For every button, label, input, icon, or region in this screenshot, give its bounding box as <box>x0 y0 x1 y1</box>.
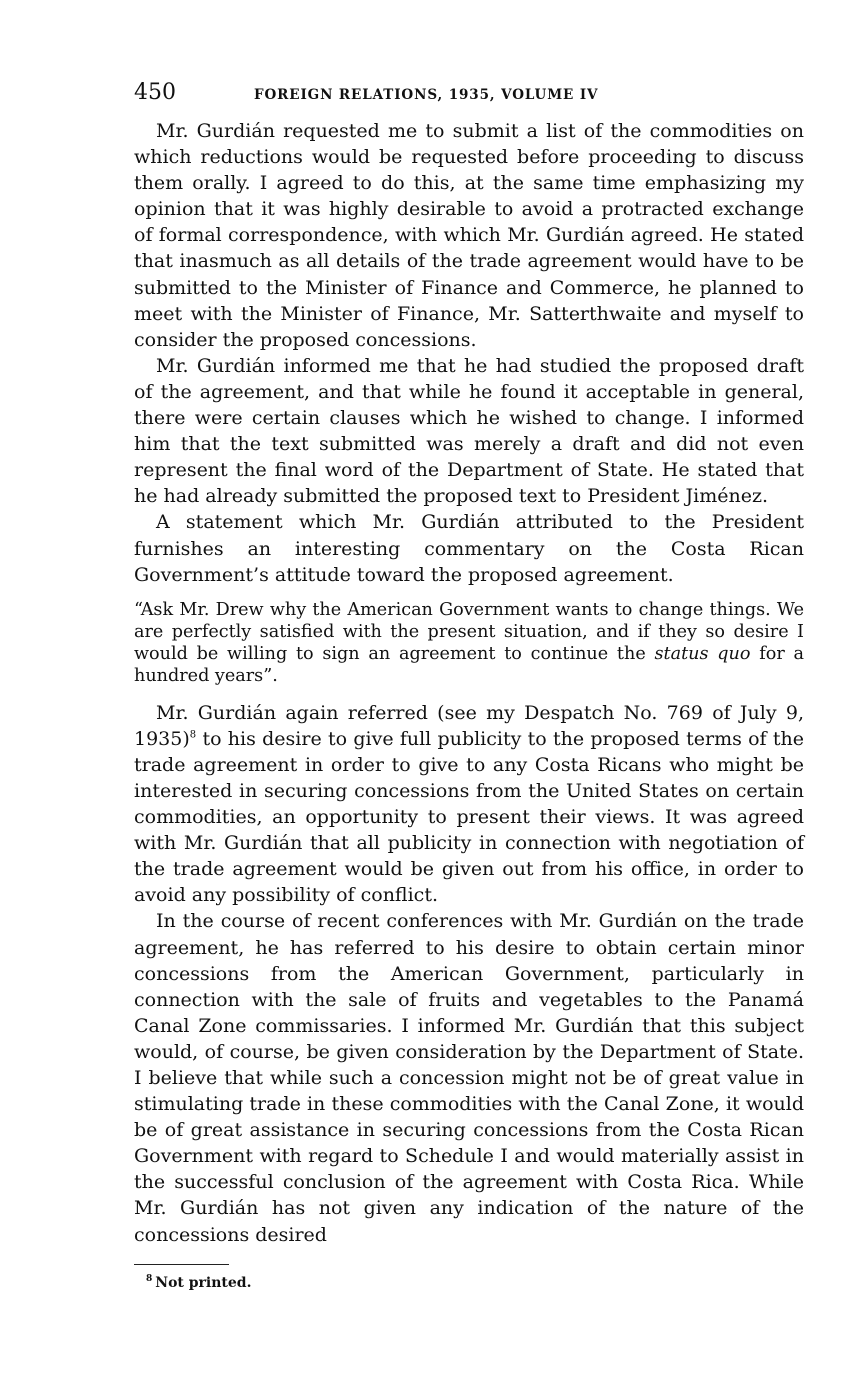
quote-text-after: for a hundred years”. <box>134 643 805 686</box>
footnote-text: Not printed. <box>155 1274 252 1291</box>
paragraph-2: Mr. Gurdián informed me that he had studied the proposed draft of the agreement, and that while he found it acceptable in general, there were certain clauses which he wished to change. I informed him that the text submitted was merely a draft and did not even represent the final word of the Department of State. He stated that he had already submitted the proposed text to President Jiménez. <box>134 354 804 508</box>
footnote <box>146 1275 804 1291</box>
block-quote <box>134 599 804 687</box>
paragraph-3: A statement which Mr. Gurdián attributed to the President furnishes an interesting commentary on the Costa Rican Government’s attitude toward the proposed agreement. <box>134 511 804 586</box>
running-title: FOREIGN RELATIONS, 1935, VOLUME IV <box>254 87 599 103</box>
paragraph-5: In the course of recent conferences with Mr. Gurdián on the trade agreement, he has referred to his desire to obtain certain minor concessions from the American Government, particularly in connection with the sale of fruits and vegetables to the Panamá Canal Zone commissaries. I informed Mr. Gurdián that this subject would, of course, be given consideration by the Department of State. I believe that while such a concession might not be of great value in stimulating trade in these commodities with the Canal Zone, it would be of great assistance in securing concessions from the Costa Rican Government with regard to Schedule I and would materially assist in the successful conclusion of the agreement with Costa Rica. While Mr. Gurdián has not given any indication of the nature of the concessions desired <box>134 910 804 1246</box>
document-page <box>134 80 804 1291</box>
page-number: 450 <box>134 80 176 105</box>
footnote-divider <box>134 1264 229 1265</box>
quote-text-before: “Ask Mr. Drew why the American Government wants to change things. We are perfectly satisfied with the present situation, and if they so desire I would be willing to sign an agreement to continue the <box>134 599 804 664</box>
running-header <box>134 80 804 114</box>
paragraph-4 <box>134 700 804 909</box>
paragraph-4-text-before: Mr. Gurdián again referred (see my Despatch No. 769 of July 9, 1935) <box>134 701 804 750</box>
paragraph-4-text-after: to his desire to give full publicity to the proposed terms of the trade agreement in order to give to any Costa Ricans who might be interested in securing concessions from the United States on certain commodities, an opportunity to present their views. It was agreed with Mr. Gurdián that all publicity in connection with negotiation of the trade agreement would be given out from his office, in order to avoid any possibility of conflict. <box>134 727 804 907</box>
footnote-mark: 8 <box>146 1274 153 1284</box>
footnote-reference: 8 <box>189 729 197 741</box>
quote-italic-phrase: status quo <box>654 643 751 664</box>
paragraph-1: Mr. Gurdián requested me to submit a list of the commodities on which reductions would be requested before proceeding to discuss them orally. I agreed to do this, at the same time emphasizing my opinion that it was highly desirable to avoid a protracted exchange of formal correspondence, with which Mr. Gurdián agreed. He stated that inasmuch as all details of the trade agreement would have to be submitted to the Minister of Finance and Commerce, he planned to meet with the Minister of Finance, Mr. Satterthwaite and myself to consider the proposed concessions. <box>134 120 804 351</box>
